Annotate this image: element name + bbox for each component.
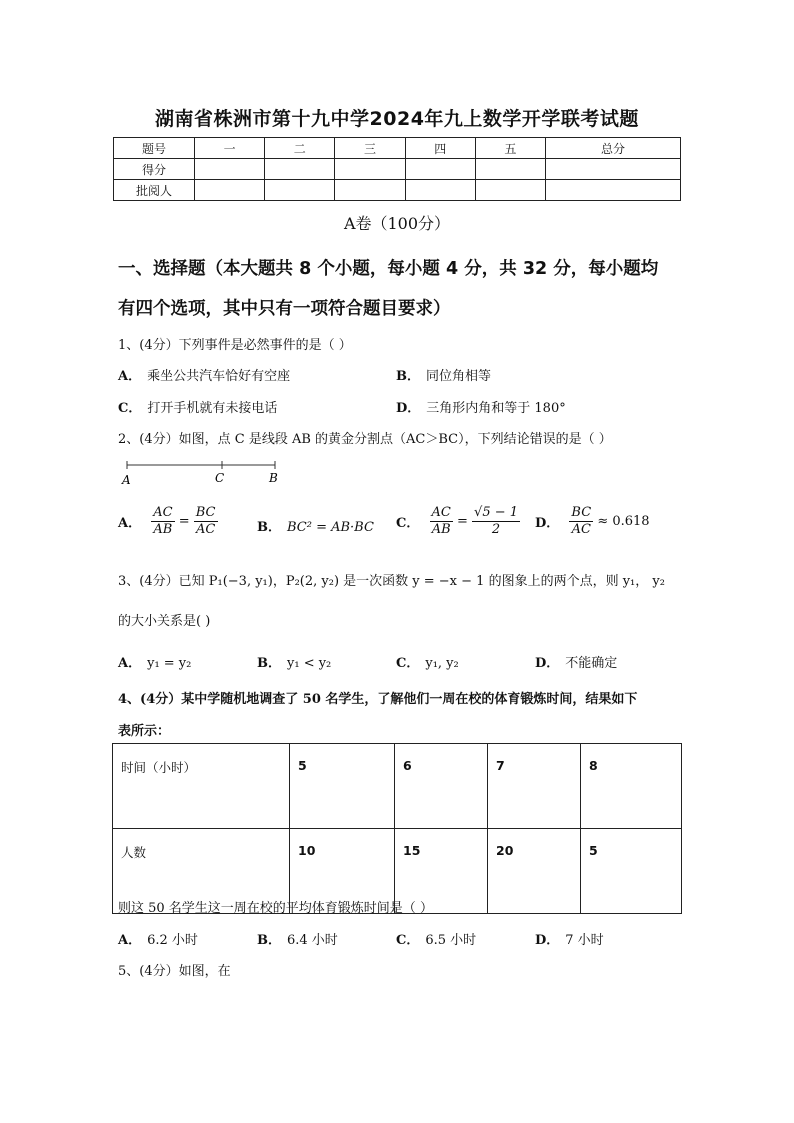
- option-label: C．: [118, 401, 142, 416]
- q1-stem: 1、(4分）下列事件是必然事件的是（ ）: [118, 338, 352, 353]
- table-cell: 6: [395, 744, 488, 829]
- q4-question: 则这 50 名学生这一周在校的平均体育锻炼时间是（ ）: [118, 901, 433, 916]
- equals-sign: =: [456, 514, 468, 529]
- option-label: A．: [118, 369, 142, 384]
- q2-option-c: [396, 505, 520, 538]
- table-cell: 五: [475, 138, 545, 159]
- option-label: C．: [396, 656, 420, 671]
- table-cell: 7: [488, 744, 581, 829]
- option-text: 打开手机就有未接电话: [147, 401, 278, 416]
- table-cell: [195, 180, 265, 201]
- fraction: [430, 505, 453, 538]
- option-text: 同位角相等: [426, 369, 492, 384]
- denominator: AC: [571, 522, 591, 537]
- table-cell: 15: [395, 829, 488, 914]
- option-text: y₁ = y₂: [147, 656, 192, 671]
- table-cell: 人数: [113, 829, 290, 914]
- table-cell: 总分: [546, 138, 681, 159]
- table-cell: [335, 180, 405, 201]
- option-label: A．: [118, 516, 142, 531]
- option-text: y₁ < y₂: [287, 656, 332, 671]
- fraction: [569, 505, 593, 538]
- option-text: 乘坐公共汽车恰好有空座: [147, 369, 291, 384]
- segment-diagram: [118, 455, 288, 487]
- option-label: D．: [535, 933, 560, 948]
- q5-stem: 5、(4分）如图，在: [118, 964, 231, 979]
- numerator: AC: [153, 505, 173, 520]
- q4-option-d: [535, 929, 604, 948]
- option-label: D．: [535, 516, 560, 531]
- option-label: D．: [396, 401, 421, 416]
- q2-option-d: [535, 505, 650, 538]
- q3-stem-line2: 的大小关系是( ): [118, 614, 211, 629]
- q1-option-b: [396, 365, 491, 384]
- table-cell: 得分: [114, 159, 195, 180]
- fraction: [151, 505, 174, 538]
- table-cell: [335, 159, 405, 180]
- q3-option-b: [257, 652, 331, 671]
- denominator: AB: [153, 522, 173, 537]
- q3-stem-line1: 3、(4分）已知 P₁(−3, y₁)，P₂(2, y₂) 是一次函数 y = −x − 1 的图象上的两个点，则 y₁， y₂: [118, 574, 665, 589]
- approx-value: ≈ 0.618: [597, 514, 650, 529]
- section-heading-line1: 一、选择题（本大题共 8 个小题，每小题 4 分，共 32 分，每小题均: [118, 259, 659, 279]
- q4-option-a: [118, 929, 198, 948]
- fraction: [194, 505, 218, 538]
- option-text: 不能确定: [565, 656, 618, 671]
- option-text: y₁, y₂: [425, 656, 459, 671]
- point-label-c: C: [215, 471, 225, 485]
- denominator: AC: [195, 522, 216, 537]
- q4-option-b: [257, 929, 338, 948]
- table-cell: [265, 159, 335, 180]
- option-label: C．: [396, 516, 420, 531]
- point-label-b: B: [269, 471, 278, 485]
- table-cell: [475, 180, 545, 201]
- fraction: [472, 505, 520, 538]
- option-label: D．: [535, 656, 560, 671]
- q2-option-b: [257, 516, 374, 535]
- q4-stem-line1: 4、(4分）某中学随机地调查了 50 名学生，了解他们一周在校的体育锻炼时间，结果如下: [118, 692, 638, 707]
- table-cell: [405, 159, 475, 180]
- q3-option-a: [118, 652, 191, 671]
- option-label: B．: [396, 369, 420, 384]
- q4-stem-line2: 表所示：: [118, 724, 171, 739]
- option-text: 6.2 小时: [147, 933, 198, 948]
- numerator: BC: [571, 505, 592, 520]
- table-cell: [475, 159, 545, 180]
- option-label: A．: [118, 933, 142, 948]
- table-cell: 10: [290, 829, 395, 914]
- score-table-row: [114, 180, 681, 201]
- exam-title: 湖南省株洲市第十九中学2024年九上数学开学联考试题: [155, 108, 639, 130]
- option-text: 6.4 小时: [287, 933, 338, 948]
- table-cell: 题号: [114, 138, 195, 159]
- option-text: 6.5 小时: [425, 933, 477, 948]
- option-text: 三角形内角和等于 180°: [426, 401, 566, 416]
- q2-stem: 2、(4分）如图，点 C 是线段 AB 的黄金分割点（AC＞BC），下列结论错误的是（ ）: [118, 432, 612, 447]
- paper-subtitle: A卷（100分）: [343, 214, 451, 233]
- denominator: 2: [491, 522, 501, 537]
- option-label: B．: [257, 933, 281, 948]
- equals-sign: =: [178, 514, 190, 529]
- option-label: B．: [257, 520, 281, 535]
- option-text: BC² = AB·BC: [287, 520, 374, 535]
- option-text: 7 小时: [565, 933, 604, 948]
- option-label: A．: [118, 656, 142, 671]
- table-cell: 时间（小时）: [113, 744, 290, 829]
- table-cell: 5: [581, 829, 682, 914]
- q2-option-a: [118, 505, 218, 538]
- q1-option-d: [396, 397, 566, 416]
- point-label-a: A: [122, 473, 131, 487]
- table-cell: 5: [290, 744, 395, 829]
- table-cell: 一: [195, 138, 265, 159]
- table-cell: [405, 180, 475, 201]
- q3-option-c: [396, 652, 459, 671]
- score-table: [113, 137, 681, 201]
- numerator: BC: [195, 505, 216, 520]
- table-cell: [265, 180, 335, 201]
- q3-option-d: [535, 652, 617, 671]
- table-cell: [195, 159, 265, 180]
- score-table-header-row: [114, 138, 681, 159]
- table-cell: 批阅人: [114, 180, 195, 201]
- section-heading-line2: 有四个选项，其中只有一项符合题目要求）: [118, 299, 451, 319]
- q4-option-c: [396, 929, 476, 948]
- numerator: AC: [431, 505, 451, 520]
- table-cell: [546, 159, 681, 180]
- denominator: AB: [431, 522, 451, 537]
- score-table-row: [114, 159, 681, 180]
- table-cell: [546, 180, 681, 201]
- q1-option-c: [118, 397, 277, 416]
- table-row: [113, 744, 682, 829]
- numerator: √5 − 1: [474, 505, 519, 520]
- table-cell: 三: [335, 138, 405, 159]
- q1-option-a: [118, 365, 290, 384]
- option-label: B．: [257, 656, 281, 671]
- table-cell: 四: [405, 138, 475, 159]
- table-cell: 20: [488, 829, 581, 914]
- table-cell: 二: [265, 138, 335, 159]
- exercise-time-table: [112, 743, 682, 914]
- table-cell: 8: [581, 744, 682, 829]
- option-label: C．: [396, 933, 420, 948]
